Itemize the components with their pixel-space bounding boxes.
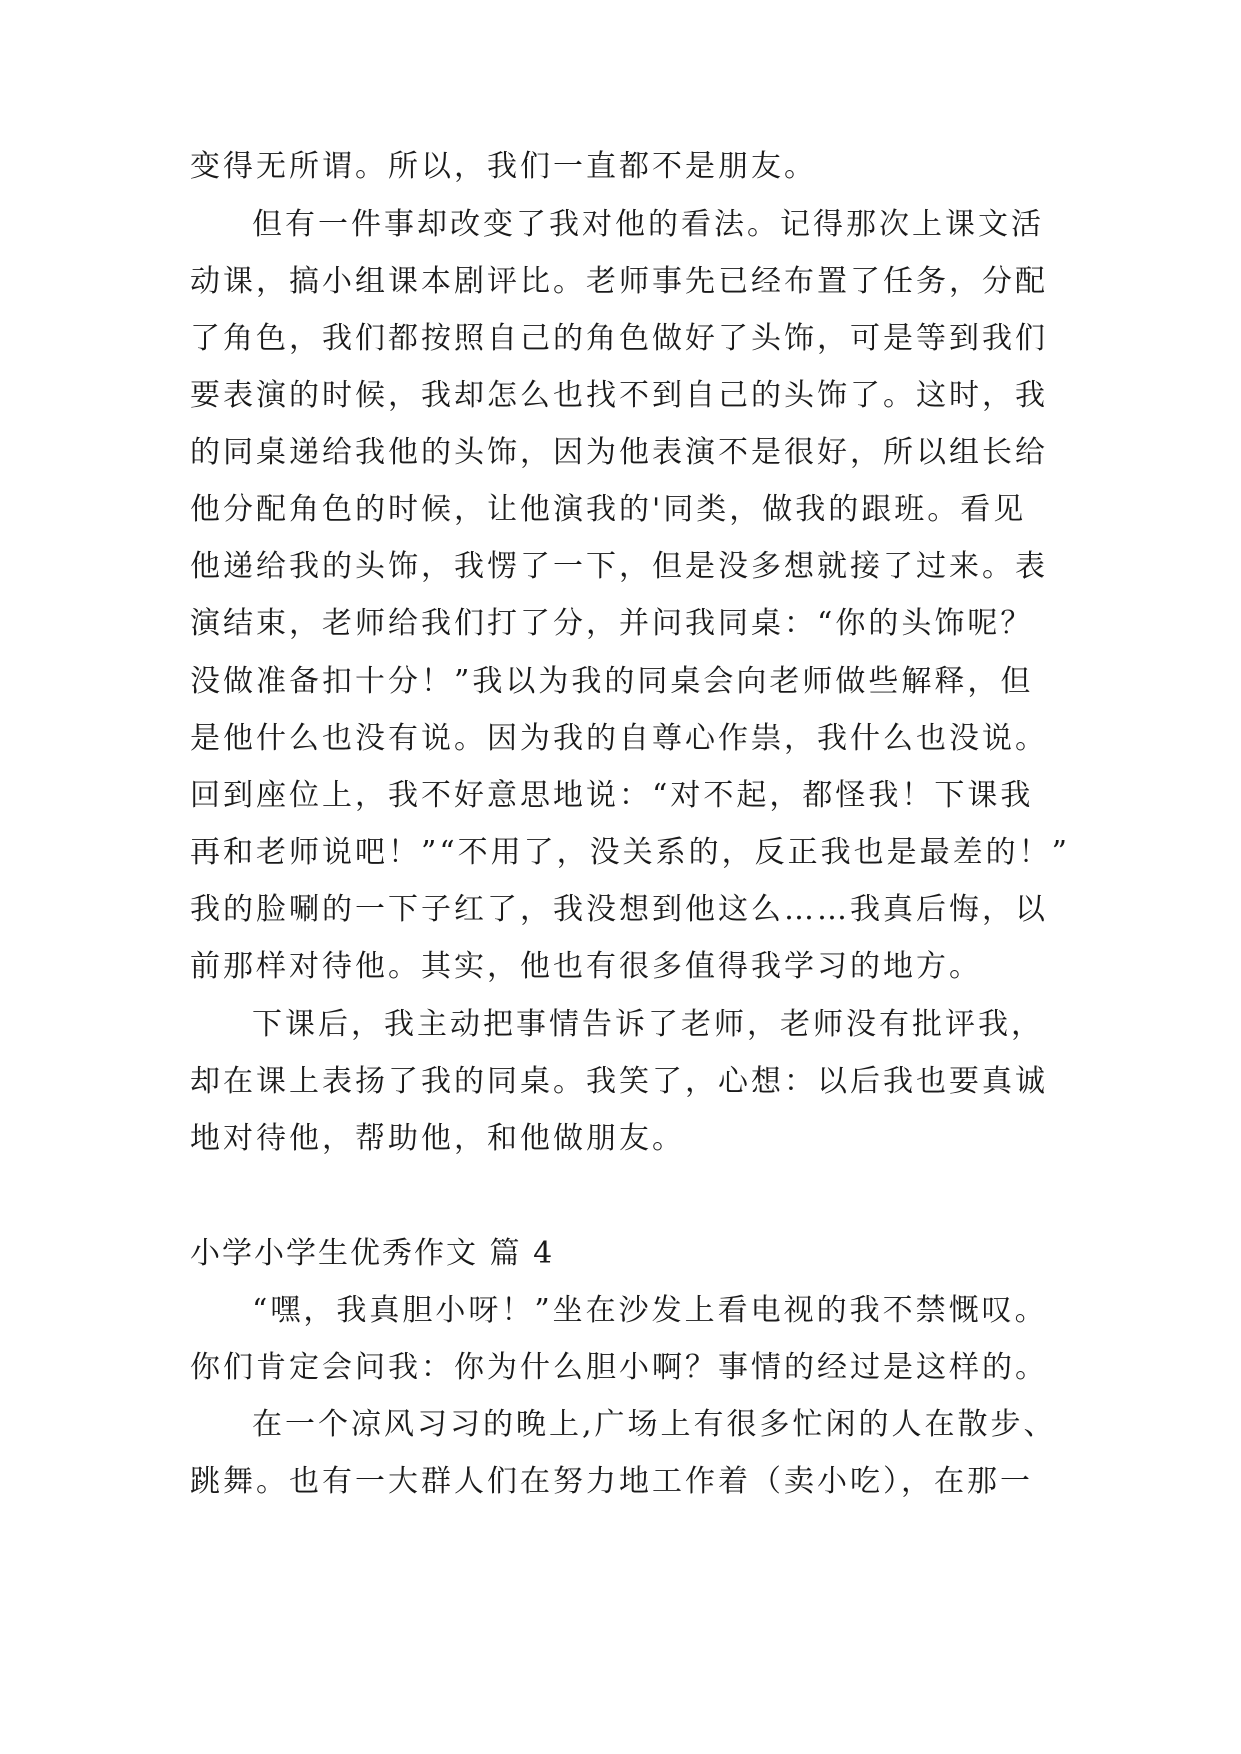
paragraph-line: 回到座位上，我不好意思地说：“对不起，都怪我！下课我 — [190, 778, 1034, 813]
paragraph-line: 我的脸唰的一下子红了，我没想到他这么……我真后悔，以 — [190, 892, 1048, 927]
paragraph-line: 再和老师说吧！”“不用了，没关系的，反正我也是最差的！” — [190, 835, 1071, 870]
paragraph-line: 下课后，我主动把事情告诉了老师，老师没有批评我， — [252, 1007, 1044, 1042]
paragraph-line: 了角色，我们都按照自己的角色做好了头饰，可是等到我们 — [190, 321, 1048, 356]
paragraph-line: 在一个凉风习习的晚上,广场上有很多忙闲的人在散步、 — [252, 1407, 1057, 1442]
paragraph-line: 动课，搞小组课本剧评比。老师事先已经布置了任务，分配 — [190, 264, 1048, 299]
paragraph-line: 的同桌递给我他的头饰，因为他表演不是很好，所以组长给 — [190, 435, 1048, 470]
paragraph-line: 要表演的时候，我却怎么也找不到自己的头饰了。这时，我 — [190, 378, 1048, 413]
paragraph-line: 他递给我的头饰，我愣了一下，但是没多想就接了过来。表 — [190, 549, 1048, 584]
section-heading: 小学小学生优秀作文 篇 4 — [190, 1236, 555, 1271]
paragraph-line: 是他什么也没有说。因为我的自尊心作祟，我什么也没说。 — [190, 721, 1048, 756]
paragraph-line: 却在课上表扬了我的同桌。我笑了，心想：以后我也要真诚 — [190, 1064, 1048, 1099]
paragraph-line: 变得无所谓。所以，我们一直都不是朋友。 — [190, 149, 817, 184]
paragraph-line: 但有一件事却改变了我对他的看法。记得那次上课文活 — [252, 207, 1044, 242]
paragraph-line: 跳舞。也有一大群人们在努力地工作着（卖小吃），在那一 — [190, 1464, 1033, 1499]
paragraph-line: 他分配角色的时候，让他演我的'同类，做我的跟班。看见 — [190, 492, 1027, 527]
paragraph-line: “嘿，我真胆小呀！”坐在沙发上看电视的我不禁慨叹。 — [252, 1293, 1048, 1328]
paragraph-line: 地对待他，帮助他，和他做朋友。 — [190, 1121, 685, 1156]
paragraph-line: 没做准备扣十分！”我以为我的同桌会向老师做些解释，但 — [190, 664, 1034, 699]
paragraph-line: 前那样对待他。其实，他也有很多值得我学习的地方。 — [190, 949, 982, 984]
paragraph-line: 演结束，老师给我们打了分，并问我同桌：“你的头饰呢？ — [190, 606, 1034, 641]
paragraph-line: 你们肯定会问我：你为什么胆小啊？事情的经过是这样的。 — [190, 1350, 1048, 1385]
